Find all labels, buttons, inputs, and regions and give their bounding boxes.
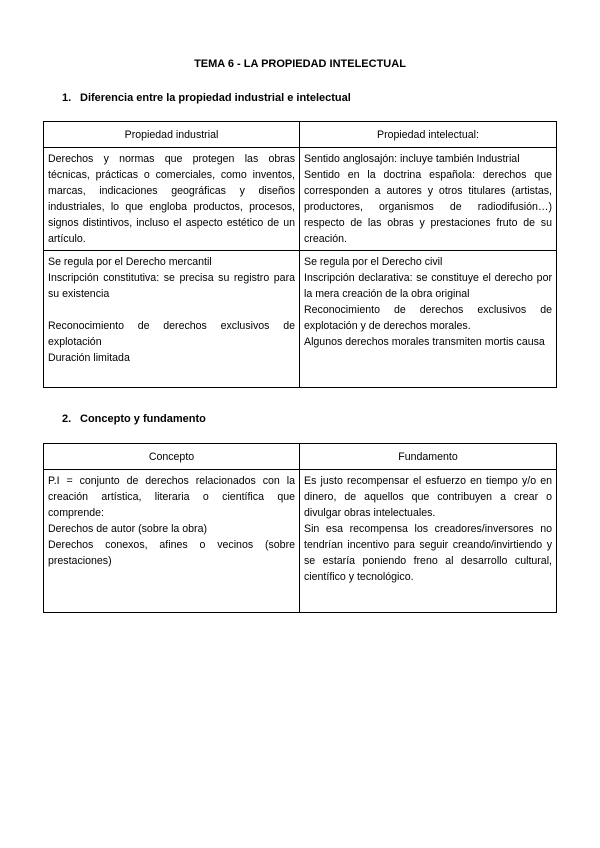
industrial-rights-text: Reconocimiento de derechos exclusivos de explotación — [48, 320, 295, 348]
industrial-duration-text: Duración limitada — [48, 352, 130, 364]
intelectual-spanish-text: Sentido en la doctrina española: derechos que corresponden a autores y otros titulares (artistas, productores, organismos de radiodifusión…) respecto de las obras y prestaciones fruto de su creación. — [304, 169, 552, 245]
section-1-heading — [62, 92, 351, 104]
intelectual-rights-text: Reconocimiento de derechos exclusivos de explotación y de derechos morales. — [304, 304, 552, 332]
cell-intelectual-regulation — [300, 251, 557, 388]
document-title: TEMA 6 - LA PROPIEDAD INTELECTUAL — [194, 58, 406, 70]
header-intelectual: Propiedad intelectual: — [300, 122, 557, 148]
section-2-number: 2. — [62, 413, 72, 425]
concept-table — [43, 443, 557, 613]
table-row — [44, 470, 557, 613]
section-2-heading — [62, 413, 206, 425]
cell-fundamento — [300, 470, 557, 613]
comparison-table — [43, 121, 557, 388]
intelectual-anglo-text: Sentido anglosajón: incluye también Industrial — [304, 153, 520, 165]
table-row — [44, 251, 557, 388]
intelectual-registration-text: Inscripción declarativa: se constituye el derecho por la mera creación de la obra original — [304, 272, 552, 300]
cell-concepto — [44, 470, 300, 613]
cell-industrial-regulation — [44, 251, 300, 388]
intelectual-regulation-text: Se regula por el Derecho civil — [304, 256, 443, 268]
cell-intelectual-definition — [300, 148, 557, 251]
cell-industrial-definition — [44, 148, 300, 251]
industrial-registration-text: Inscripción constitutiva: se precisa su registro para su existencia — [48, 272, 295, 300]
industrial-regulation-text: Se regula por el Derecho mercantil — [48, 256, 212, 268]
fundamento-reward-text: Es justo recompensar el esfuerzo en tiempo y/o en dinero, de aquellos que contribuyen a crear o divulgar obras intelectuales. — [304, 475, 552, 519]
section-1-number: 1. — [62, 92, 72, 104]
fundamento-incentive-text: Sin esa recompensa los creadores/inversores no tendrían incentivo para seguir creando/invirtiendo y se estaría poniendo freno al desarrollo cultural, científico y tecnológico. — [304, 523, 552, 583]
concept-related-rights-text: Derechos conexos, afines o vecinos (sobre prestaciones) — [48, 539, 295, 567]
section-2-title: Concepto y fundamento — [80, 413, 206, 425]
concept-author-rights-text: Derechos de autor (sobre la obra) — [48, 523, 207, 535]
industrial-definition-text: Derechos y normas que protegen las obras técnicas, prácticas o comerciales, como inventos, marcas, indicaciones geográficas y diseños industriales, lo que engloba productos, procesos, signos distintivos, incluso el aspecto estético de un artículo. — [48, 153, 295, 245]
table-header-row — [44, 444, 557, 470]
table-header-row — [44, 122, 557, 148]
intelectual-moral-rights-text: Algunos derechos morales transmiten mortis causa — [304, 336, 545, 348]
table-row — [44, 148, 557, 251]
section-1-title: Diferencia entre la propiedad industrial e intelectual — [80, 92, 351, 104]
header-concepto: Concepto — [44, 444, 300, 470]
header-industrial: Propiedad industrial — [44, 122, 300, 148]
blank-line — [48, 302, 295, 318]
concept-definition-text: P.I = conjunto de derechos relacionados con la creación artística, literaria o científica que comprende: — [48, 475, 295, 519]
header-fundamento: Fundamento — [300, 444, 557, 470]
